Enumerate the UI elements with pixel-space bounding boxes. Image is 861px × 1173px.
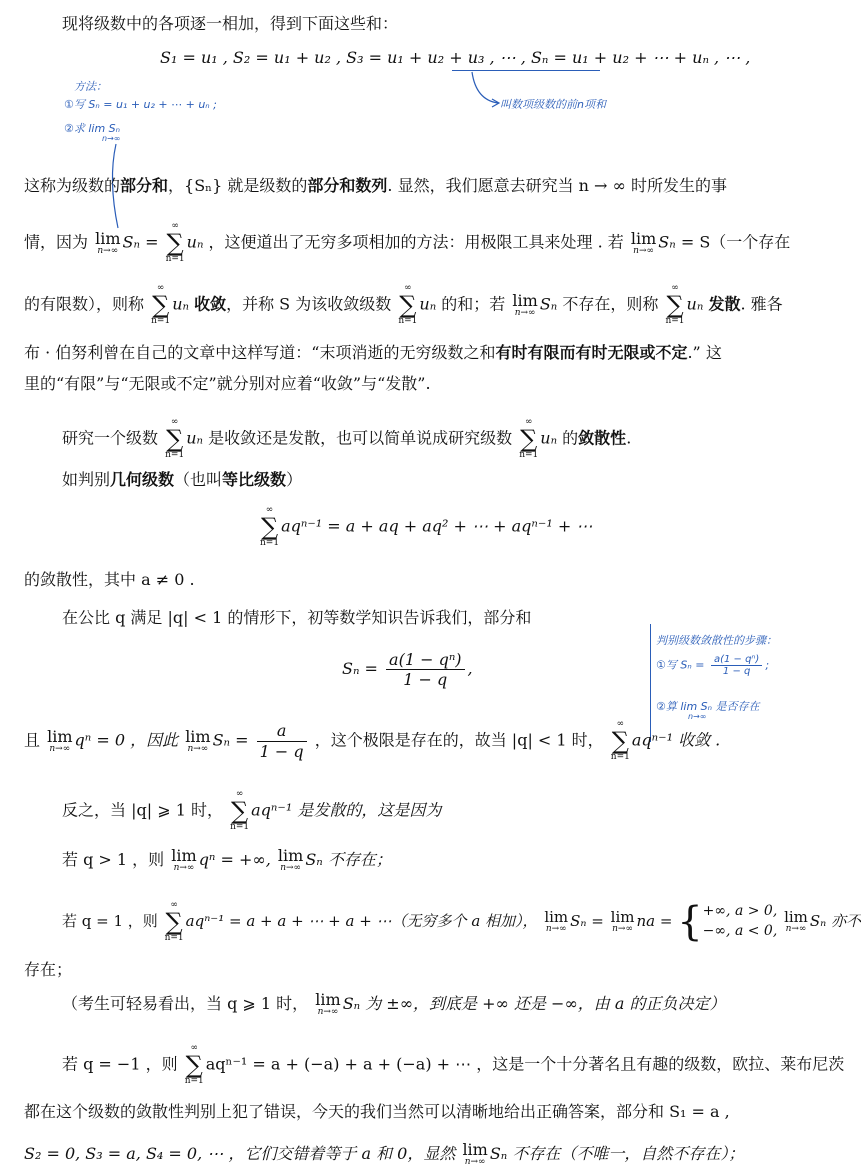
line-limit-method: 情，因为 lim n→∞ Sₙ = ∞ ∑ n=1 uₙ ，这便道出了无穷多项相加的方法：用极限工具来处理 . 若 lim n→∞ Sₙ = S（一个存在 [24, 221, 791, 264]
line-case-q-gt-1: 若 q > 1 ，则 lim n→∞ qⁿ = +∞, lim n→∞ Sₙ 不存在； [62, 846, 392, 873]
line-bernoulli-quote: 布 · 伯努利曾在自己的文章中这样写道：“末项消逝的无穷级数之和有时有限而有时无限或不定.” 这 [24, 343, 722, 362]
judge-title: 判别级数敛散性的步骤： [656, 634, 777, 647]
line-alternating: S₂ = 0, S₃ = a, S₄ = 0, ⋯ ，它们交错着等于 a 和 0，显然 lim n→∞ Sₙ 不存在（不唯一，自然不存在）； [24, 1140, 745, 1167]
method-step-2-sub: n→∞ [102, 134, 121, 143]
line-intro: 现将级数中的各项逐一相加，得到下面这些和： [62, 14, 399, 33]
line-convergence-of: 的敛散性，其中 a ≠ 0 . [24, 570, 195, 589]
partial-sums-formula: S₁ = u₁ , S₂ = u₁ + u₂ , S₃ = u₁ + u₂ + u₃ , ⋯ , Sₙ = u₁ + u₂ + ⋯ + uₙ , ⋯ , [160, 48, 751, 67]
method-step-1: ①写 Sₙ = u₁ + u₂ + ⋯ + uₙ ; [64, 98, 217, 111]
arrow-note: 叫数项级数的前n项和 [500, 98, 606, 111]
judge-step-2: ②算 lim Sₙ 是否存在 [656, 700, 760, 713]
partial-sum-formula: Sₙ = $\frac{\text{a(1 − qⁿ)}}{1 - q}$ , [342, 650, 473, 690]
line-divergence-intro: 反之，当 |q| ⩾ 1 时， ∞ ∑ n=1 aqⁿ⁻¹ 是发散的，这是因为 [62, 789, 442, 832]
line-limit-conclusion: 且 lim n→∞ qⁿ = 0 ，因此 lim n→∞ Sₙ = $\frac{a}{1 - q}$ ，这个极限是存在的，故当 |q| < 1 时， ∞ ∑ n=1 aqⁿ⁻¹ 收敛 . [24, 719, 721, 762]
line-partial-sum-def: 这称为级数的部分和，{Sₙ} 就是级数的部分和数列. 显然，我们愿意去研究当 n → ∞ 时所发生的事 [24, 176, 727, 195]
method-title: 方法： [74, 80, 107, 93]
line-convergence-def: 的有限数），则称 ∞ ∑ n=1 uₙ 收敛，并称 S 为该收敛级数 ∞ ∑ n=1 uₙ 的和；若 lim n→∞ Sₙ 不存在，则称 ∞ ∑ n=1 uₙ 发散. 雅各 [24, 283, 783, 326]
geometric-series-formula: ∞ ∑ n=1 aqⁿ⁻¹ = a + aq + aq² + ⋯ + aqⁿ⁻¹ + ⋯ [260, 505, 593, 548]
line-ratio-case: 在公比 q 满足 |q| < 1 的情形下，初等数学知识告诉我们，部分和 [62, 608, 532, 627]
judge-step-1: ①写 Sₙ = $\frac{\text{a(1 − qⁿ)}}{1 - q}$ ; [656, 654, 770, 677]
judge-step-2-sub: n→∞ [688, 712, 707, 721]
line-geometric-series: 如判别几何级数（也叫等比级数） [62, 470, 303, 489]
line-remark: （考生可轻易看出，当 q ⩾ 1 时， lim n→∞ Sₙ 为 ±∞，到底是 +∞ 还是 −∞，由 a 的正负决定） [62, 990, 726, 1017]
method-step-2: ②求 lim Sₙ [64, 122, 121, 135]
line-not-exist: 存在； [24, 960, 73, 979]
line-euler-leibniz: 都在这个级数的敛散性判别上犯了错误，今天的我们当然可以清晰地给出正确答案，部分和 S₁ = a , [24, 1102, 730, 1121]
line-correspondence: 里的“有限”与“无限或不定”就分别对应着“收敛”与“发散”. [24, 374, 431, 393]
line-convergence-study: 研究一个级数 ∞ ∑ n=1 uₙ 是收敛还是发散，也可以简单说成研究级数 ∞ ∑ n=1 uₙ 的敛散性. [62, 417, 632, 460]
line-case-q-eq-1: 若 q = 1 ，则 ∞ ∑ n=1 aqⁿ⁻¹ = a + a + ⋯ + a + ⋯（无穷多个 a 相加）， lim n→∞ Sₙ = lim n→∞ na = { +∞, a > 0, −∞, a < 0, lim n→∞ Sₙ 亦不 [62, 899, 861, 945]
arrow-annotation-icon [0, 0, 826, 240]
line-case-q-eq-neg1: 若 q = −1 ，则 ∞ ∑ n=1 aqⁿ⁻¹ = a + (−a) + a + (−a) + ⋯ ，这是一个十分著名且有趣的级数，欧拉、莱布尼茨 [62, 1043, 845, 1086]
